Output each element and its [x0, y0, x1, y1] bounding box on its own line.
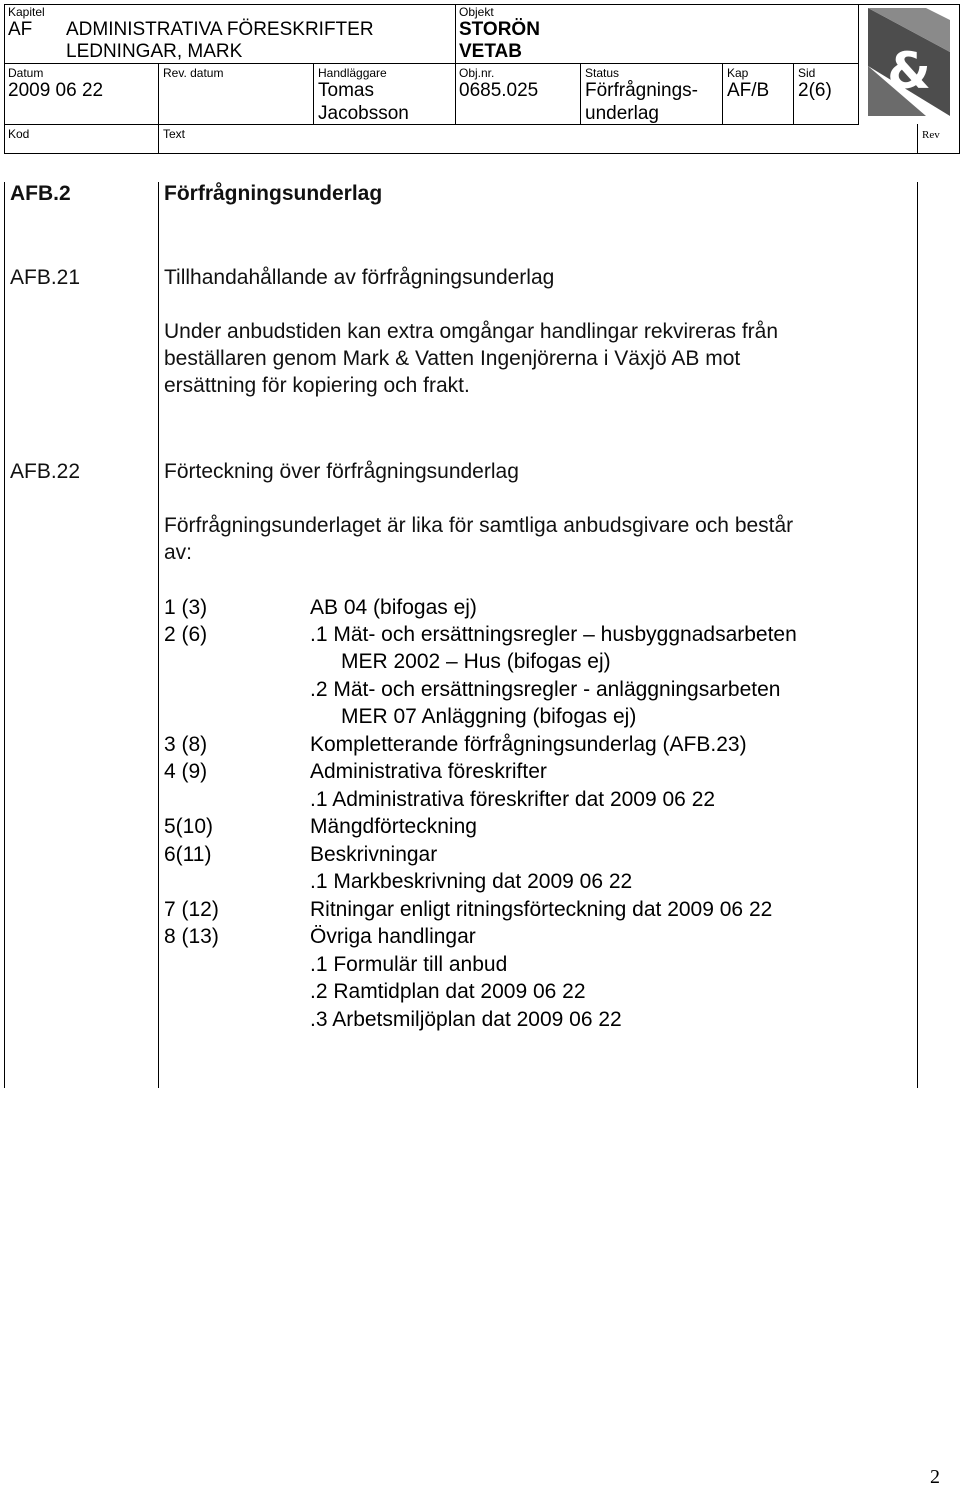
kapitel-value: AF [8, 19, 33, 40]
document-subtitle: LEDNINGAR, MARK [66, 41, 243, 62]
list-item-number: 7 (12) [164, 898, 219, 921]
list-item-text: .1 Formulär till anbud [310, 953, 508, 976]
list-item-number: 5(10) [164, 815, 214, 838]
kap-value: AF/B [727, 80, 770, 101]
list-item-text: Kompletterande förfrågningsunderlag (AFB.23) [310, 733, 747, 756]
afb22-paragraph-line2: av: [164, 541, 193, 564]
list-item-number: 8 (13) [164, 925, 219, 948]
objekt-value-line2: VETAB [459, 41, 522, 62]
section-title-afb22: Förteckning över förfrågningsunderlag [164, 460, 519, 483]
list-item-text: .2 Mät- och ersättningsregler - anläggningsarbeten [310, 678, 781, 701]
company-logo [866, 6, 952, 118]
datum-label: Datum [8, 66, 44, 80]
section-title-afb21: Tillhandahållande av förfrågningsunderlag [164, 266, 555, 289]
list-item-text: Administrativa föreskrifter [310, 760, 547, 783]
status-value-line2: underlag [585, 103, 659, 124]
list-item-number: 4 (9) [164, 760, 208, 783]
objekt-label: Objekt [459, 5, 494, 19]
kap-label: Kap [727, 66, 749, 80]
status-label: Status [585, 66, 620, 80]
kod-label: Kod [8, 127, 30, 141]
list-item-text: .1 Administrativa föreskrifter dat 2009 06 22 [310, 788, 716, 811]
list-item-text: Övriga handlingar [310, 925, 476, 948]
list-item-text: MER 07 Anläggning (bifogas ej) [341, 705, 637, 728]
objekt-value-line1: STORÖN [459, 19, 540, 40]
datum-value: 2009 06 22 [8, 80, 104, 101]
list-item-text: AB 04 (bifogas ej) [310, 596, 477, 619]
objnr-value: 0685.025 [459, 80, 539, 101]
handlaggare-label: Handläggare [318, 66, 387, 80]
list-item-text: .1 Mät- och ersättningsregler – husbyggnadsarbeten [310, 623, 797, 646]
list-item-text: Ritningar enligt ritningsförteckning dat 2009 06 22 [310, 898, 773, 921]
afb21-paragraph-line1: Under anbudstiden kan extra omgångar handlingar rekvireras från [164, 320, 779, 343]
sid-label: Sid [798, 66, 816, 80]
afb21-paragraph-line3: ersättning för kopiering och frakt. [164, 374, 470, 397]
list-item-number: 6(11) [164, 843, 212, 866]
sid-value: 2(6) [798, 80, 832, 101]
text-label: Text [163, 127, 186, 141]
list-item-text: .2 Ramtidplan dat 2009 06 22 [310, 980, 586, 1003]
section-code-afb21: AFB.21 [10, 266, 81, 289]
list-item-number: 1 (3) [164, 596, 208, 619]
list-item-number: 2 (6) [164, 623, 208, 646]
rev-label: Rev [922, 129, 940, 141]
list-item-text: .3 Arbetsmiljöplan dat 2009 06 22 [310, 1008, 622, 1031]
list-item-text: Mängdförteckning [310, 815, 477, 838]
section-title-afb2: Förfrågningsunderlag [164, 182, 383, 205]
afb21-paragraph-line2: beställaren genom Mark & Vatten Ingenjörerna i Växjö AB mot [164, 347, 741, 370]
revdatum-label: Rev. datum [163, 66, 224, 80]
afb22-paragraph-line1: Förfrågningsunderlaget är lika för samtliga anbudsgivare och består [164, 514, 794, 537]
objnr-label: Obj.nr. [459, 66, 495, 80]
status-value-line1: Förfrågnings- [585, 80, 698, 101]
list-item-number: 3 (8) [164, 733, 208, 756]
svg-text:&: & [887, 42, 931, 100]
list-item-text: MER 2002 – Hus (bifogas ej) [341, 650, 611, 673]
page-number: 2 [930, 1466, 940, 1488]
list-item-text: .1 Markbeskrivning dat 2009 06 22 [310, 870, 633, 893]
section-code-afb22: AFB.22 [10, 460, 81, 483]
document-title: ADMINISTRATIVA FÖRESKRIFTER [66, 19, 374, 40]
handlaggare-value-line2: Jacobsson [318, 103, 409, 124]
handlaggare-value-line1: Tomas [318, 80, 374, 101]
section-code-afb2: AFB.2 [10, 182, 71, 205]
list-item-text: Beskrivningar [310, 843, 438, 866]
kapitel-label: Kapitel [8, 5, 45, 19]
